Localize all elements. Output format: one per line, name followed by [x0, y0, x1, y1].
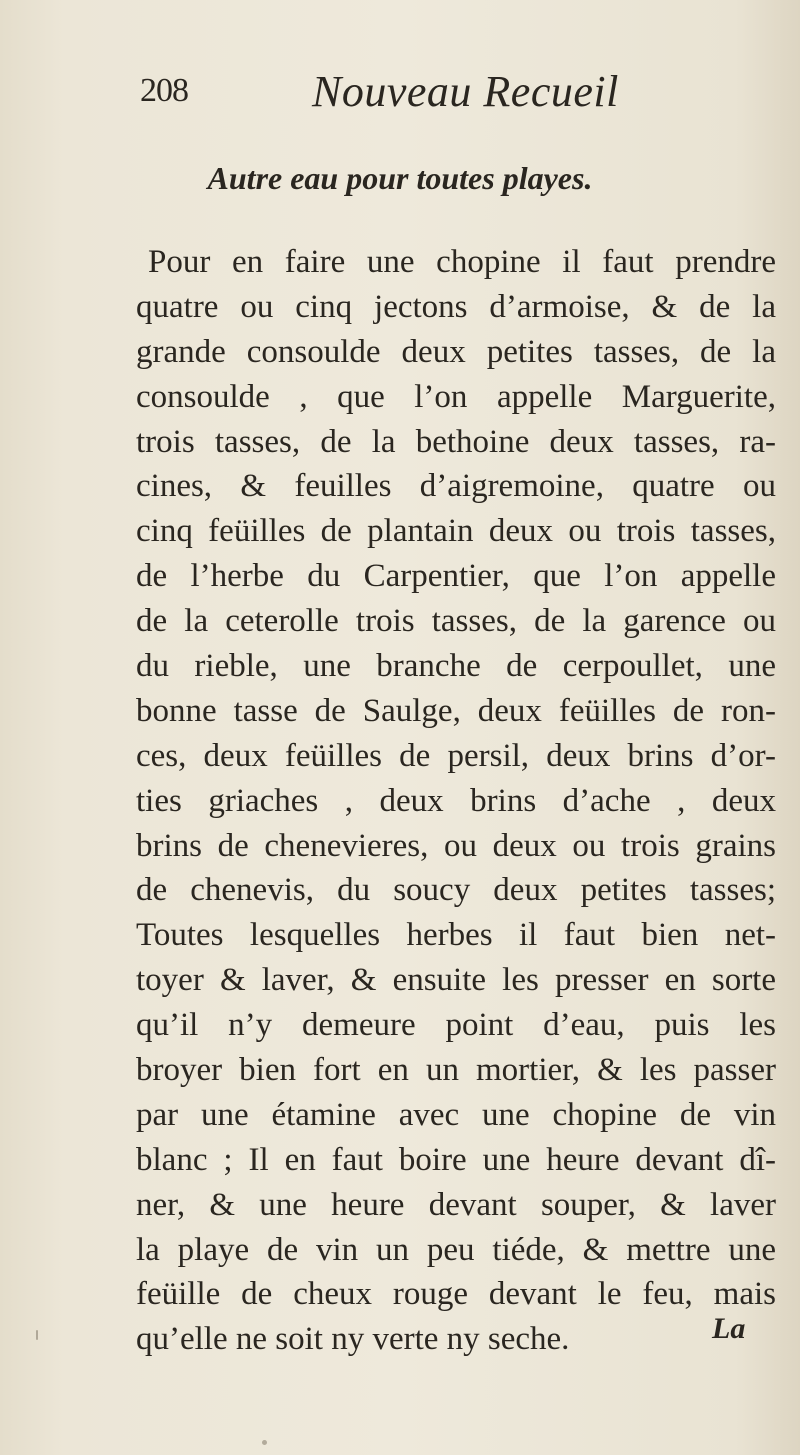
page-number: 208	[140, 72, 188, 109]
text-line: qu’elle ne soit ny verte ny seche.	[136, 1321, 570, 1358]
text-line: feüille de cheux rouge devant le feu, mais	[136, 1276, 776, 1313]
text-line: de la ceterolle trois tasses, de la garence ou	[136, 603, 776, 640]
text-line: quatre ou cinq jectons d’armoise, & de la	[136, 288, 776, 325]
text-line: bonne tasse de Saulge, deux feüilles de ron-	[136, 692, 776, 729]
paper-speck	[262, 1440, 267, 1445]
running-head: Nouveau Recueil	[312, 67, 619, 116]
text-line: la playe de vin un peu tiéde, & mettre une	[136, 1231, 776, 1268]
text-line: brins de chenevieres, ou deux ou trois grains	[136, 827, 776, 864]
text-line: trois tasses, de la bethoine deux tasses, ra-	[136, 423, 776, 460]
text-line: ces, deux feüilles de persil, deux brins d’or-	[136, 737, 776, 774]
text-line: broyer bien fort en un mortier, & les passer	[136, 1052, 776, 1089]
catchword: La	[712, 1312, 746, 1345]
body-text	[136, 240, 776, 1362]
paper-speck	[36, 1330, 38, 1340]
text-line: cines, & feuilles d’aigremoine, quatre ou	[136, 468, 776, 505]
text-line: consoulde , que l’on appelle Marguerite,	[136, 378, 776, 415]
text-line: par une étamine avec une chopine de vin	[136, 1096, 776, 1133]
section-title: Autre eau pour toutes playes.	[207, 160, 593, 196]
text-line: de chenevis, du soucy deux petites tasses;	[136, 872, 776, 909]
text-line: du rieble, une branche de cerpoullet, une	[136, 648, 776, 685]
text-line: qu’il n’y demeure point d’eau, puis les	[136, 1007, 776, 1044]
text-line: toyer & laver, & ensuite les presser en sorte	[136, 962, 776, 999]
text-line: Toutes lesquelles herbes il faut bien net-	[136, 917, 776, 954]
text-line: ner, & une heure devant souper, & laver	[136, 1186, 776, 1223]
page-header	[0, 62, 800, 122]
text-line: grande consoulde deux petites tasses, de la	[136, 333, 776, 370]
text-line: blanc ; Il en faut boire une heure devant dî-	[136, 1141, 776, 1178]
text-line: cinq feüilles de plantain deux ou trois tasses,	[136, 513, 776, 550]
text-line: ties griaches , deux brins d’ache , deux	[136, 782, 776, 819]
text-line: Pour en faire une chopine il faut prendre	[148, 244, 776, 280]
text-line: de l’herbe du Carpentier, que l’on appelle	[136, 558, 776, 595]
